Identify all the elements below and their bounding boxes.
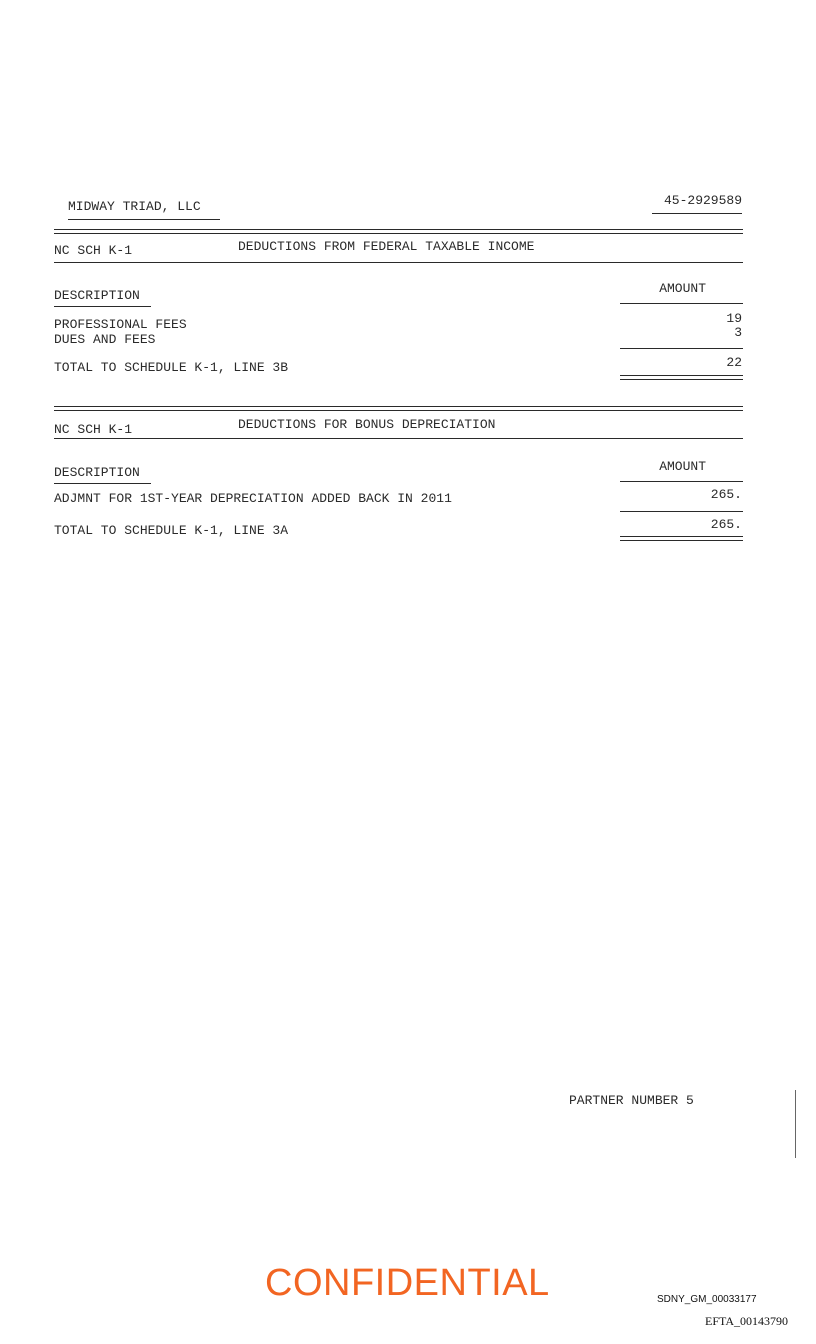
section1-top-rule <box>54 229 743 230</box>
section1-col-description: DESCRIPTION <box>54 288 140 303</box>
scan-edge-mark <box>795 1090 796 1158</box>
confidential-stamp: CONFIDENTIAL <box>265 1262 550 1304</box>
efta-number: EFTA_00143790 <box>705 1314 789 1328</box>
ein-underline <box>652 213 742 214</box>
section1-total-rule-2 <box>620 379 743 380</box>
section1-row-2-description: DUES AND FEES <box>54 332 156 347</box>
section1-total-amount: 22 <box>726 355 742 370</box>
section2-row-1-amount: 265. <box>710 487 742 502</box>
section2-col-amount: AMOUNT <box>659 459 706 474</box>
section2-title-rule <box>54 438 743 439</box>
section2-description-underline <box>54 483 151 484</box>
section2-total-label: TOTAL TO SCHEDULE K-1, LINE 3A <box>54 523 289 538</box>
section1-row-1-amount: 19 <box>726 311 742 326</box>
section1-total-rule <box>620 375 743 376</box>
section2-total-amount: 265. <box>710 517 742 532</box>
section1-col-amount: AMOUNT <box>659 281 706 296</box>
section2-total-rule <box>620 536 743 537</box>
section1-row-1-description: PROFESSIONAL FEES <box>54 317 187 332</box>
section2-form: NC SCH K-1 <box>54 422 133 437</box>
bates-number: SDNY_GM_00033177 <box>657 1294 757 1305</box>
section1-amount-underline <box>620 303 743 304</box>
section2-total-rule-2 <box>620 540 743 541</box>
section1-form: NC SCH K-1 <box>54 243 133 258</box>
company-underline <box>68 219 220 220</box>
section2-col-description: DESCRIPTION <box>54 465 140 480</box>
section2-top-rule <box>54 406 743 407</box>
section2-row-1-description: ADJMNT FOR 1ST-YEAR DEPRECIATION ADDED BACK IN 2011 <box>54 491 452 506</box>
section2-top-rule-2 <box>54 410 743 411</box>
ein: 45-2929589 <box>663 193 742 208</box>
partner-number: PARTNER NUMBER 5 <box>569 1093 694 1108</box>
section1-description-underline <box>54 306 151 307</box>
section1-subtotal-rule <box>620 348 743 349</box>
section2-subtotal-rule <box>620 511 743 512</box>
section1-row-2-amount: 3 <box>734 325 742 340</box>
section2-amount-underline <box>620 481 743 482</box>
section1-title: DEDUCTIONS FROM FEDERAL TAXABLE INCOME <box>238 239 535 254</box>
section1-total-label: TOTAL TO SCHEDULE K-1, LINE 3B <box>54 360 289 375</box>
section1-title-rule <box>54 262 743 263</box>
section2-title: DEDUCTIONS FOR BONUS DEPRECIATION <box>238 417 496 432</box>
section1-top-rule-2 <box>54 233 743 234</box>
company-name: MIDWAY TRIAD, LLC <box>68 199 201 214</box>
